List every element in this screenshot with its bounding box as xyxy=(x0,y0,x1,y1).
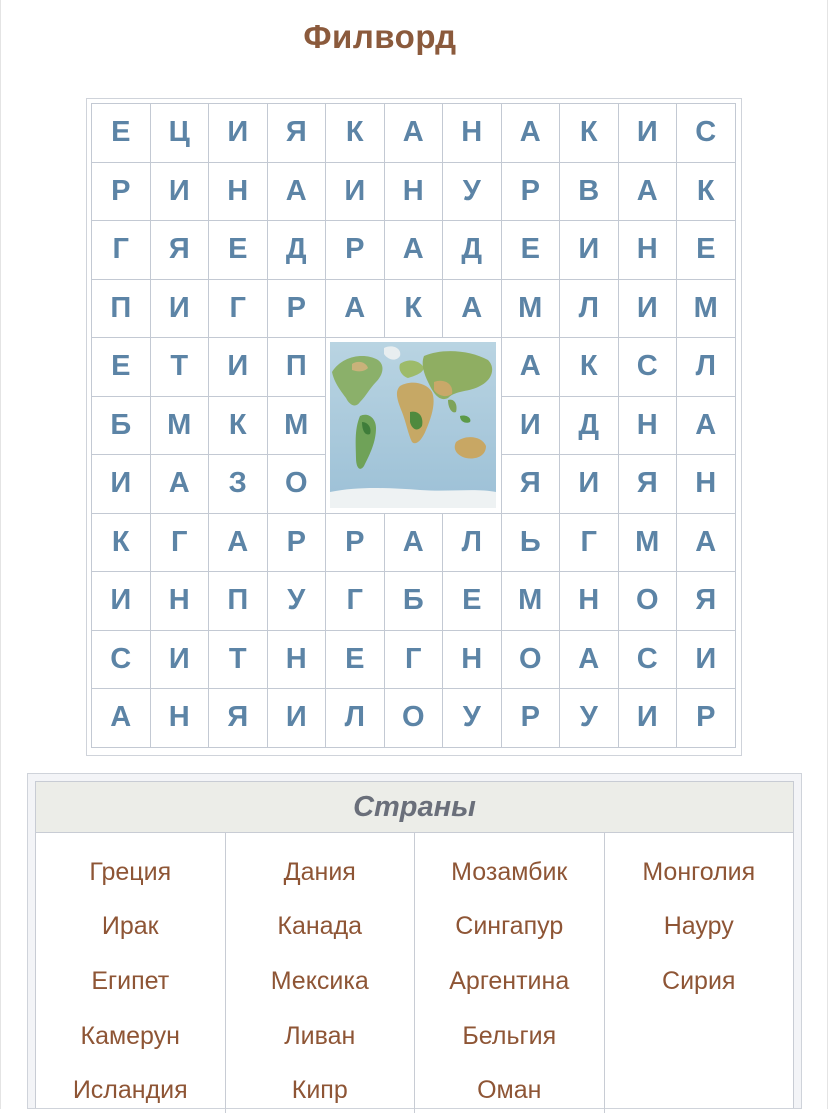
grid-cell-letter[interactable]: А xyxy=(385,104,444,163)
letter-grid xyxy=(91,103,736,748)
countries-columns xyxy=(36,833,793,1113)
grid-cell-letter[interactable]: И xyxy=(151,163,210,222)
world-map-image xyxy=(326,338,502,514)
grid-cell-letter[interactable]: М xyxy=(677,280,736,339)
grid-cell-letter[interactable]: И xyxy=(619,689,678,748)
grid-cell-letter[interactable]: Б xyxy=(92,397,151,456)
grid-cell-letter[interactable]: О xyxy=(268,455,327,514)
countries-column xyxy=(36,833,226,1113)
countries-header: Страны xyxy=(36,782,793,833)
grid-cell-letter[interactable]: Г xyxy=(151,514,210,573)
grid-cell-letter[interactable]: Д xyxy=(268,221,327,280)
grid-cell-letter[interactable]: А xyxy=(677,514,736,573)
grid-cell-letter[interactable]: Р xyxy=(268,280,327,339)
grid-cell-letter[interactable]: М xyxy=(502,280,561,339)
grid-cell-letter[interactable]: Л xyxy=(677,338,736,397)
grid-cell-letter[interactable]: А xyxy=(619,163,678,222)
grid-cell-letter[interactable]: И xyxy=(560,455,619,514)
grid-cell-letter[interactable]: Н xyxy=(209,163,268,222)
grid-cell-letter[interactable]: И xyxy=(92,455,151,514)
grid-cell-letter[interactable]: К xyxy=(326,104,385,163)
country-word: Камерун xyxy=(80,1021,180,1050)
grid-cell-letter[interactable]: В xyxy=(560,163,619,222)
grid-cell-letter[interactable]: И xyxy=(619,104,678,163)
grid-cell-letter[interactable]: А xyxy=(502,338,561,397)
grid-cell-letter[interactable]: Е xyxy=(92,338,151,397)
grid-cell-letter[interactable]: Ь xyxy=(502,514,561,573)
grid-cell-letter[interactable]: У xyxy=(268,572,327,631)
grid-cell-letter[interactable]: У xyxy=(560,689,619,748)
grid-cell-letter[interactable]: У xyxy=(443,689,502,748)
grid-cell-letter[interactable]: Я xyxy=(268,104,327,163)
grid-cell-letter[interactable]: А xyxy=(502,104,561,163)
grid-cell-letter[interactable]: З xyxy=(209,455,268,514)
grid-cell-letter[interactable]: Р xyxy=(677,689,736,748)
grid-cell-letter[interactable]: Р xyxy=(502,689,561,748)
grid-cell-letter[interactable]: Г xyxy=(326,572,385,631)
grid-cell-letter[interactable]: И xyxy=(268,689,327,748)
grid-cell-letter[interactable]: Н xyxy=(443,631,502,690)
grid-cell-letter[interactable]: Р xyxy=(502,163,561,222)
world-map-icon xyxy=(330,342,496,508)
grid-cell-letter[interactable]: Р xyxy=(268,514,327,573)
grid-cell-letter[interactable]: Д xyxy=(443,221,502,280)
country-word: Ирак xyxy=(101,912,159,941)
countries-column xyxy=(415,833,605,1113)
country-word: Мексика xyxy=(270,966,369,995)
country-word: Исландия xyxy=(72,1076,188,1105)
grid-cell-letter[interactable]: О xyxy=(502,631,561,690)
grid-cell-letter[interactable]: М xyxy=(619,514,678,573)
grid-cell-letter[interactable]: Н xyxy=(151,689,210,748)
grid-cell-letter[interactable]: Т xyxy=(151,338,210,397)
grid-cell-letter[interactable]: К xyxy=(92,514,151,573)
grid-cell-letter[interactable]: Е xyxy=(677,221,736,280)
grid-cell-letter[interactable]: А xyxy=(151,455,210,514)
country-word: Сингапур xyxy=(455,912,564,941)
country-word: Египет xyxy=(91,966,170,995)
grid-cell-letter[interactable]: Я xyxy=(677,572,736,631)
grid-cell-letter[interactable]: И xyxy=(502,397,561,456)
word-search-board xyxy=(86,98,742,756)
grid-cell-letter[interactable]: Т xyxy=(209,631,268,690)
grid-cell-letter[interactable]: Л xyxy=(560,280,619,339)
country-word: Ливан xyxy=(284,1021,356,1050)
grid-cell-letter[interactable]: Ц xyxy=(151,104,210,163)
grid-cell-letter[interactable]: А xyxy=(326,280,385,339)
country-word: Мозамбик xyxy=(451,857,568,886)
grid-cell-letter[interactable]: А xyxy=(385,221,444,280)
grid-cell-letter[interactable]: М xyxy=(502,572,561,631)
grid-cell-letter[interactable]: Г xyxy=(385,631,444,690)
country-word: Кипр xyxy=(291,1076,348,1105)
grid-cell-letter[interactable]: Е xyxy=(92,104,151,163)
grid-cell-letter[interactable]: П xyxy=(209,572,268,631)
grid-cell-letter[interactable]: Д xyxy=(560,397,619,456)
grid-cell-letter[interactable]: И xyxy=(151,280,210,339)
country-word: Греция xyxy=(89,857,172,886)
countries-column xyxy=(226,833,416,1113)
grid-cell-letter[interactable]: С xyxy=(677,104,736,163)
grid-cell-letter[interactable]: К xyxy=(560,104,619,163)
grid-cell-letter[interactable]: И xyxy=(209,104,268,163)
grid-cell-letter[interactable]: И xyxy=(151,631,210,690)
country-word: Дания xyxy=(283,857,356,886)
grid-cell-letter[interactable]: Н xyxy=(443,104,502,163)
grid-cell-letter[interactable]: Я xyxy=(502,455,561,514)
countries-column xyxy=(605,833,794,1113)
grid-cell-letter[interactable]: И xyxy=(619,280,678,339)
grid-cell-letter[interactable]: О xyxy=(385,689,444,748)
grid-cell-letter[interactable]: А xyxy=(443,280,502,339)
grid-cell-letter[interactable]: К xyxy=(385,280,444,339)
grid-cell-letter[interactable]: Г xyxy=(560,514,619,573)
grid-cell-letter[interactable]: К xyxy=(677,163,736,222)
countries-table-inner xyxy=(35,781,794,1108)
grid-cell-letter[interactable]: К xyxy=(560,338,619,397)
grid-cell-letter[interactable]: А xyxy=(209,514,268,573)
grid-cell-letter[interactable]: Л xyxy=(326,689,385,748)
grid-cell-letter[interactable]: Н xyxy=(151,572,210,631)
grid-cell-letter[interactable]: Н xyxy=(268,631,327,690)
grid-cell-letter[interactable]: С xyxy=(92,631,151,690)
grid-cell-letter[interactable]: Е xyxy=(502,221,561,280)
grid-cell-letter[interactable]: А xyxy=(92,689,151,748)
grid-cell-letter[interactable]: Р xyxy=(326,221,385,280)
grid-cell-letter[interactable]: А xyxy=(268,163,327,222)
grid-cell-letter[interactable]: А xyxy=(677,397,736,456)
grid-cell-letter[interactable]: И xyxy=(677,631,736,690)
grid-cell-letter[interactable]: Н xyxy=(619,397,678,456)
grid-cell-letter[interactable]: Я xyxy=(151,221,210,280)
grid-cell-letter[interactable]: М xyxy=(268,397,327,456)
grid-cell-letter[interactable]: Р xyxy=(92,163,151,222)
grid-cell-letter[interactable]: К xyxy=(209,397,268,456)
grid-cell-letter[interactable]: П xyxy=(268,338,327,397)
grid-cell-letter[interactable]: Р xyxy=(326,514,385,573)
grid-cell-letter[interactable]: Е xyxy=(443,572,502,631)
grid-cell-letter[interactable]: А xyxy=(560,631,619,690)
grid-cell-letter[interactable]: О xyxy=(619,572,678,631)
grid-cell-letter[interactable]: С xyxy=(619,631,678,690)
grid-cell-letter[interactable]: Н xyxy=(619,221,678,280)
country-word: Оман xyxy=(477,1076,542,1105)
puzzle-title: Филворд xyxy=(303,18,457,55)
grid-cell-letter[interactable]: Г xyxy=(209,280,268,339)
grid-cell-letter[interactable]: А xyxy=(385,514,444,573)
grid-cell-letter[interactable]: Л xyxy=(443,514,502,573)
country-word: Сирия xyxy=(662,966,736,995)
grid-cell-letter[interactable]: Г xyxy=(92,221,151,280)
grid-cell-letter[interactable]: М xyxy=(151,397,210,456)
grid-cell-letter[interactable]: Е xyxy=(326,631,385,690)
grid-cell-letter[interactable]: Я xyxy=(209,689,268,748)
grid-cell-letter[interactable]: И xyxy=(92,572,151,631)
country-word: Аргентина xyxy=(449,966,570,995)
countries-table xyxy=(27,773,802,1109)
country-word: Науру xyxy=(663,912,734,941)
grid-cell-letter[interactable]: Я xyxy=(619,455,678,514)
grid-cell-letter[interactable]: И xyxy=(209,338,268,397)
grid-cell-letter[interactable]: Н xyxy=(560,572,619,631)
country-word: Канада xyxy=(277,912,363,941)
grid-cell-letter[interactable]: Н xyxy=(677,455,736,514)
grid-cell-letter[interactable]: И xyxy=(560,221,619,280)
grid-cell-letter[interactable]: И xyxy=(326,163,385,222)
grid-cell-letter[interactable]: Б xyxy=(385,572,444,631)
grid-cell-letter[interactable]: Е xyxy=(209,221,268,280)
grid-cell-letter[interactable]: У xyxy=(443,163,502,222)
grid-cell-letter[interactable]: П xyxy=(92,280,151,339)
grid-cell-letter[interactable]: С xyxy=(619,338,678,397)
country-word: Бельгия xyxy=(462,1021,557,1050)
grid-cell-letter[interactable]: Н xyxy=(385,163,444,222)
country-word: Монголия xyxy=(642,857,756,886)
page-left-edge xyxy=(0,0,1,1109)
